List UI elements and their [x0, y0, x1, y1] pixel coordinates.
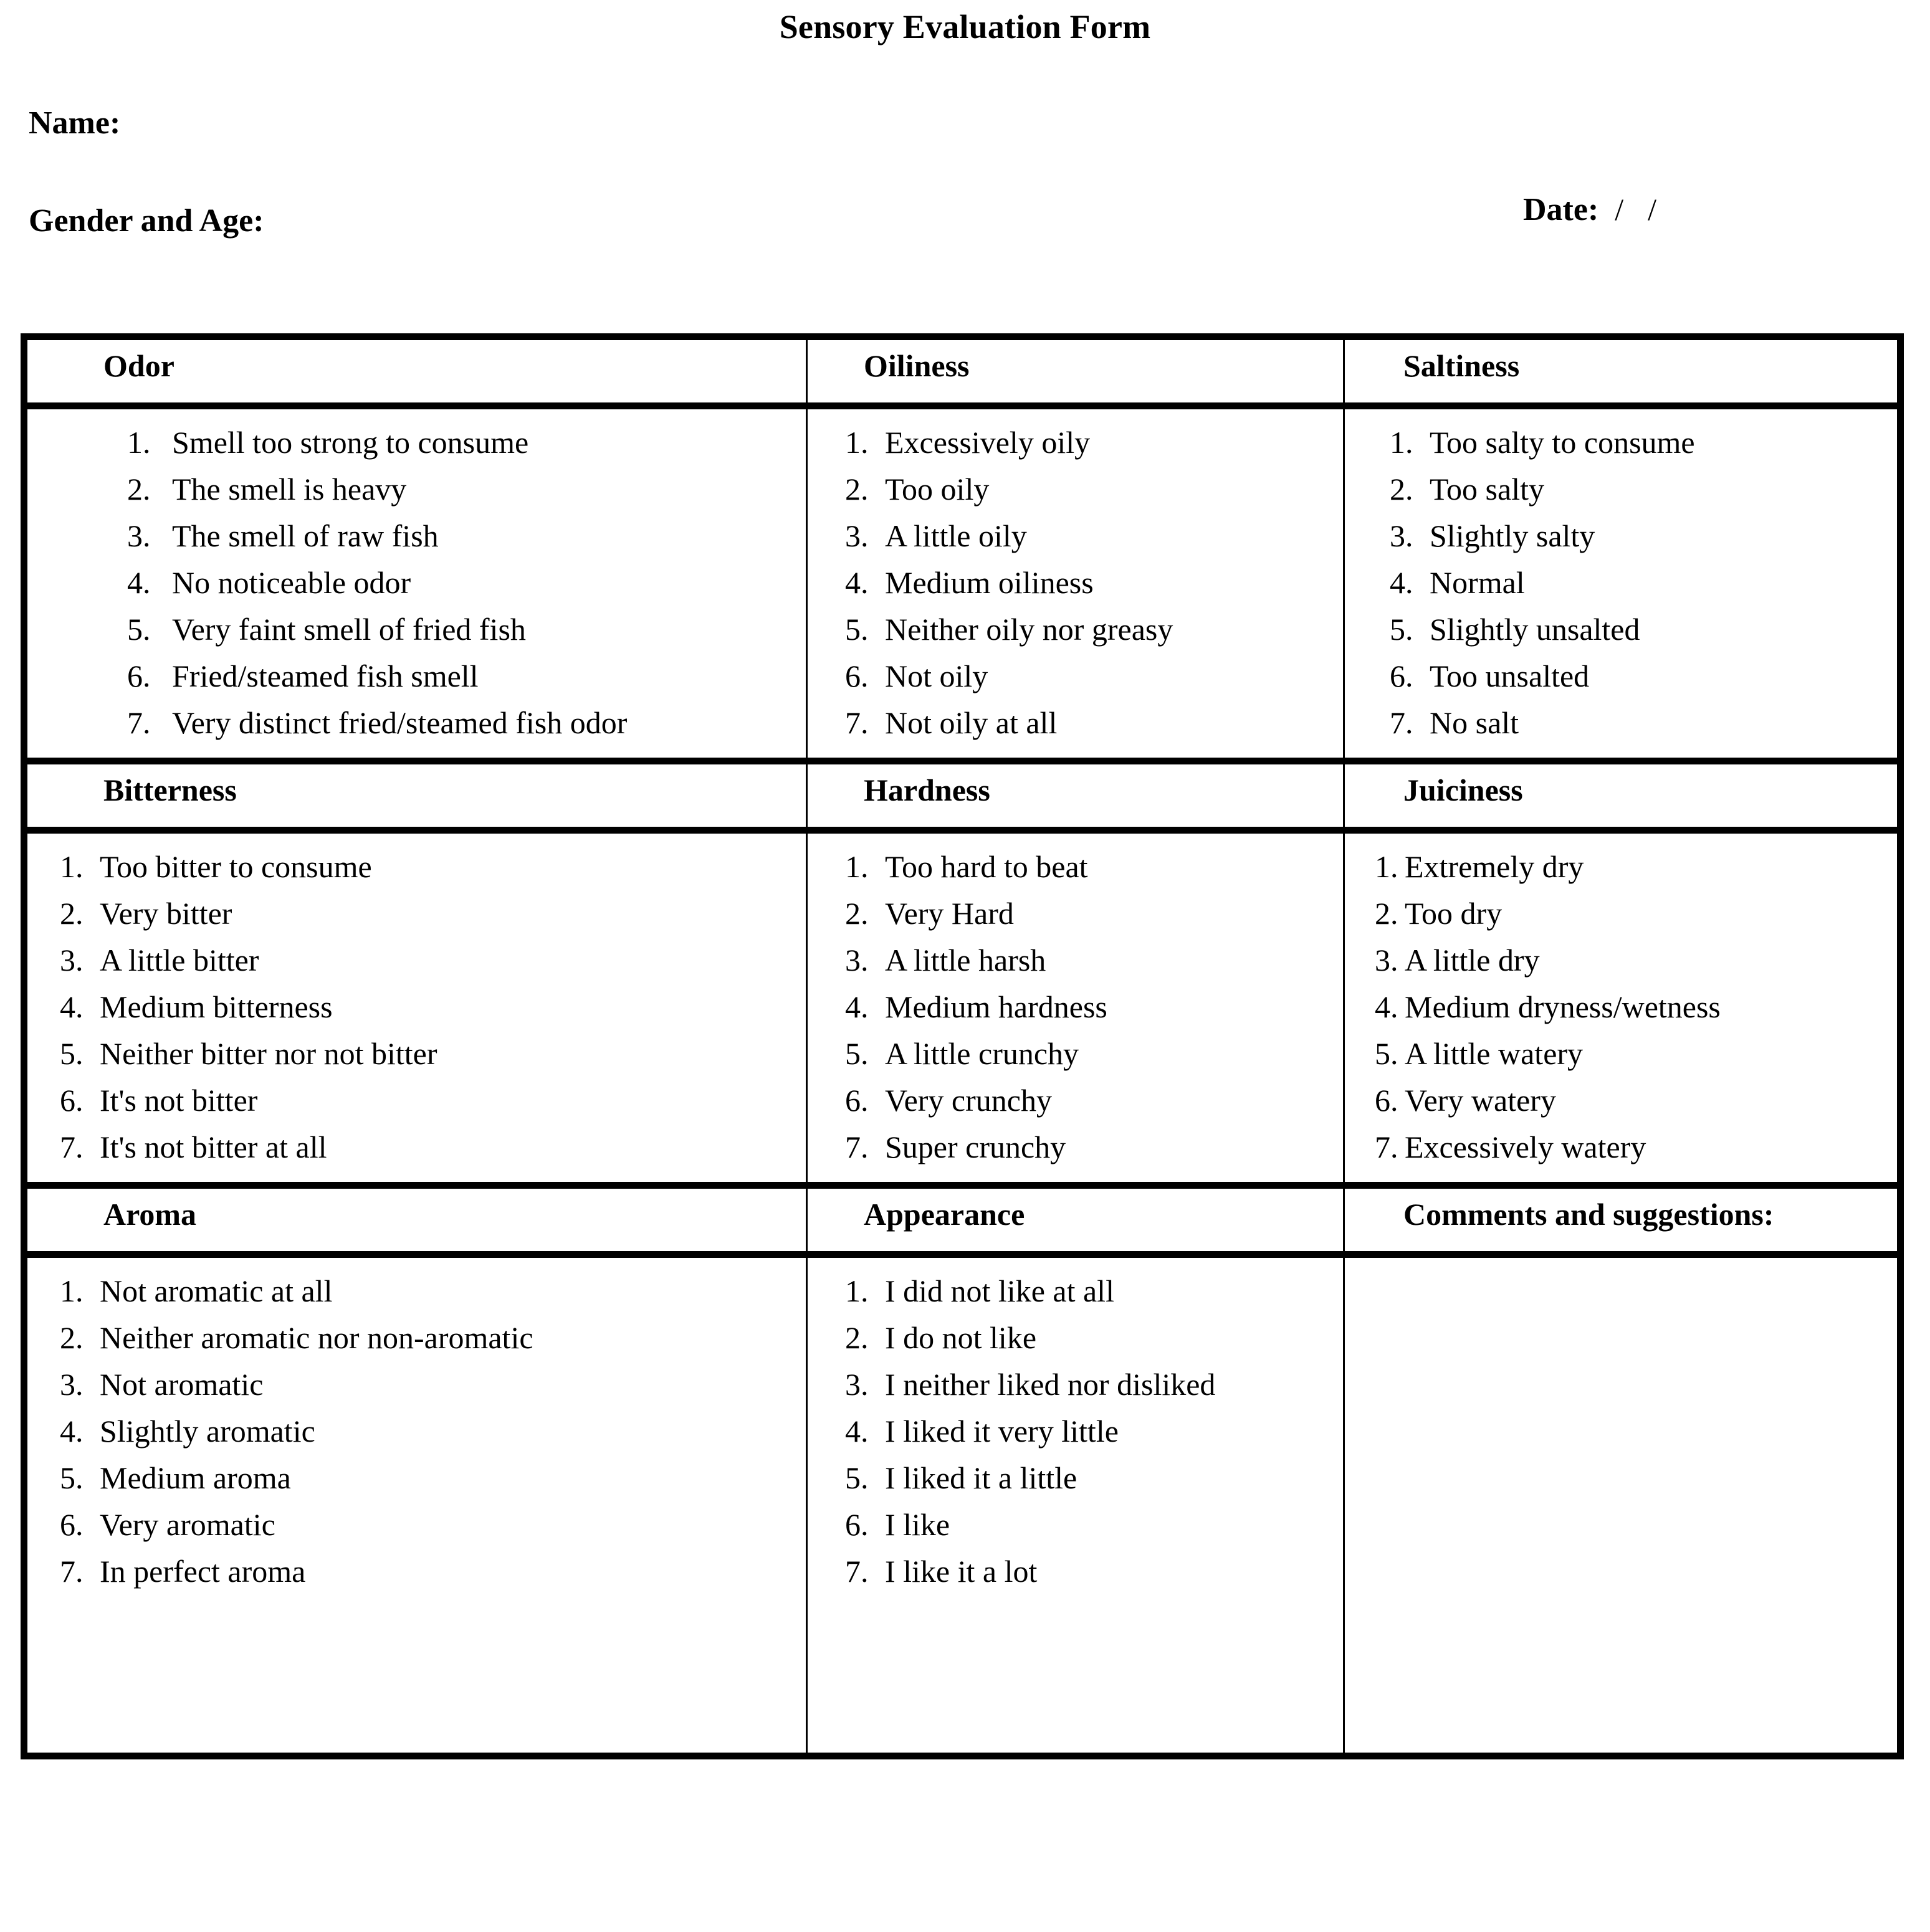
scale-option-item[interactable]: [127, 702, 806, 749]
scale-option-number: 5.: [127, 612, 151, 647]
scale-option-label: Too unsalted: [1430, 659, 1590, 693]
scale-option-number: 3.: [845, 518, 869, 553]
attribute-heading-cell: [808, 340, 1345, 402]
scale-option-number: 3.: [1390, 518, 1413, 553]
scale-option-item[interactable]: [60, 1551, 806, 1597]
scale-option-number: 6.: [845, 1507, 869, 1542]
scale-option-item[interactable]: [60, 1317, 806, 1364]
attribute-heading-cell: [1345, 340, 1897, 402]
scale-options-cell: [1345, 409, 1897, 758]
date-field: [1507, 155, 1656, 228]
scale-option-item[interactable]: [845, 1033, 1343, 1080]
scale-option-item[interactable]: [127, 609, 806, 655]
scale-option-label: Too salty to consume: [1430, 425, 1695, 460]
scale-options-cell: [808, 834, 1345, 1182]
scale-option-number: 4.: [60, 989, 84, 1024]
scale-option-item[interactable]: [60, 1504, 806, 1551]
scale-option-label: Slightly aromatic: [100, 1414, 315, 1449]
scale-option-number: 3.: [845, 943, 869, 978]
scale-option-label: Very Hard: [885, 896, 1014, 931]
scale-option-label: Slightly salty: [1430, 518, 1595, 553]
attribute-heading-cell: [1345, 1189, 1897, 1251]
scale-option-label: Excessively watery: [1405, 1130, 1646, 1164]
scale-option-number: 7.: [1375, 1130, 1398, 1164]
scale-option-label: Not oily at all: [885, 705, 1058, 740]
scale-option-item[interactable]: [60, 1270, 806, 1317]
scale-option-number: 4.: [845, 1414, 869, 1449]
scale-option-item[interactable]: [60, 940, 806, 986]
scale-option-item[interactable]: [845, 1457, 1343, 1504]
scale-option-label: I do not like: [885, 1320, 1037, 1355]
scale-option-label: Medium aroma: [100, 1460, 291, 1495]
scale-option-number: 7.: [127, 705, 151, 740]
attribute-heading-label: Odor: [103, 348, 174, 383]
scale-option-number: 5.: [1375, 1036, 1398, 1071]
scale-option-number: 2.: [127, 472, 151, 507]
scale-option-item[interactable]: [1375, 1126, 1897, 1173]
scale-option-item[interactable]: [127, 655, 806, 702]
scale-option-item[interactable]: [845, 846, 1343, 893]
scale-option-number: 3.: [1375, 943, 1398, 978]
scale-option-number: 5.: [845, 1460, 869, 1495]
scale-option-number: 4.: [845, 989, 869, 1024]
scale-option-label: A little oily: [885, 518, 1027, 553]
scale-option-item[interactable]: [845, 562, 1343, 609]
scale-option-label: Very faint smell of fried fish: [172, 612, 526, 647]
scale-option-item[interactable]: [1390, 702, 1897, 749]
scale-option-label: Too bitter to consume: [100, 849, 372, 884]
scale-option-label: No salt: [1430, 705, 1519, 740]
scale-option-item[interactable]: [1375, 893, 1897, 940]
comments-writing-space[interactable]: [1345, 1270, 1897, 1744]
scale-option-number: 2.: [1375, 896, 1398, 931]
scale-option-number: 5.: [845, 612, 869, 647]
scale-option-label: Medium hardness: [885, 989, 1107, 1024]
scale-option-item[interactable]: [1375, 1080, 1897, 1126]
scale-option-label: A little watery: [1405, 1036, 1584, 1071]
attribute-heading-label: Hardness: [864, 773, 990, 807]
scale-option-number: 7.: [60, 1130, 84, 1164]
attribute-heading-label: Bitterness: [103, 773, 237, 807]
scale-option-number: 5.: [60, 1036, 84, 1071]
scale-option-number: 7.: [845, 705, 869, 740]
scale-option-number: 1.: [845, 1273, 869, 1308]
scale-option-list: [808, 846, 1343, 1173]
scale-option-number: 2.: [60, 896, 84, 931]
attribute-heading-cell: [27, 340, 808, 402]
scale-option-item[interactable]: [60, 1126, 806, 1173]
scale-option-number: 4.: [845, 565, 869, 600]
scale-option-label: No noticeable odor: [172, 565, 411, 600]
scale-option-item[interactable]: [1390, 562, 1897, 609]
scale-option-number: 2.: [1390, 472, 1413, 507]
scale-option-label: The smell is heavy: [172, 472, 407, 507]
name-field-label: Name:: [29, 105, 121, 141]
scale-option-item[interactable]: [845, 1551, 1343, 1597]
comments-and-suggestions-area[interactable]: [1345, 1258, 1897, 1753]
scale-options-cell: [808, 409, 1345, 758]
scale-option-list: [808, 422, 1343, 749]
scale-option-label: I neither liked nor disliked: [885, 1367, 1216, 1402]
scale-option-label: Normal: [1430, 565, 1525, 600]
scale-option-number: 1.: [127, 425, 151, 460]
scale-option-label: Neither aromatic nor non-aromatic: [100, 1320, 533, 1355]
scale-option-list: [27, 846, 806, 1173]
scale-option-item[interactable]: [845, 1317, 1343, 1364]
attribute-heading-cell: [1345, 764, 1897, 827]
scale-option-item[interactable]: [845, 422, 1343, 469]
scale-option-list: [1345, 422, 1897, 749]
scale-option-number: 1.: [60, 849, 84, 884]
scale-option-label: I liked it very little: [885, 1414, 1119, 1449]
attribute-heading-label: Oiliness: [864, 348, 970, 383]
scale-option-number: 6.: [127, 659, 151, 693]
scale-option-number: 2.: [845, 896, 869, 931]
scale-option-number: 7.: [1390, 705, 1413, 740]
scale-option-list: [808, 1270, 1343, 1597]
scale-option-number: 3.: [60, 1367, 84, 1402]
scale-option-label: Too salty: [1430, 472, 1544, 507]
scale-option-label: Excessively oily: [885, 425, 1091, 460]
scale-option-number: 4.: [1375, 989, 1398, 1024]
table-items-row: [27, 409, 1897, 764]
scale-option-label: I like it a lot: [885, 1554, 1038, 1589]
scale-option-item[interactable]: [845, 655, 1343, 702]
scale-option-item[interactable]: [1390, 422, 1897, 469]
scale-option-item[interactable]: [127, 469, 806, 515]
scale-options-cell: [1345, 834, 1897, 1182]
scale-option-label: Too dry: [1405, 896, 1502, 931]
attribute-heading-label: Appearance: [864, 1197, 1025, 1232]
scale-option-number: 6.: [60, 1507, 84, 1542]
date-separator-2: /: [1648, 192, 1657, 227]
scale-option-item[interactable]: [60, 1033, 806, 1080]
attribute-heading-label: Saltiness: [1403, 348, 1520, 383]
attribute-heading-label: Aroma: [103, 1197, 197, 1232]
scale-option-label: Neither bitter nor not bitter: [100, 1036, 437, 1071]
date-separator-1: /: [1615, 192, 1624, 227]
scale-option-label: A little dry: [1405, 943, 1540, 978]
gender-age-field-label: Gender and Age:: [29, 203, 264, 239]
scale-option-number: 1.: [60, 1273, 84, 1308]
scale-option-number: 5.: [845, 1036, 869, 1071]
scale-option-item[interactable]: [60, 986, 806, 1033]
scale-option-label: Very crunchy: [885, 1083, 1052, 1118]
scale-option-item[interactable]: [1390, 469, 1897, 515]
scale-option-item[interactable]: [845, 702, 1343, 749]
scale-option-label: Slightly unsalted: [1430, 612, 1640, 647]
scale-option-label: Extremely dry: [1405, 849, 1584, 884]
scale-option-number: 1.: [1375, 849, 1398, 884]
scale-option-label: Fried/steamed fish smell: [172, 659, 479, 693]
scale-option-item[interactable]: [60, 846, 806, 893]
scale-option-label: Not aromatic at all: [100, 1273, 333, 1308]
scale-option-label: It's not bitter: [100, 1083, 258, 1118]
scale-option-label: Not aromatic: [100, 1367, 264, 1402]
scale-options-cell: [27, 1258, 808, 1753]
scale-option-number: 6.: [1375, 1083, 1398, 1118]
scale-option-number: 6.: [60, 1083, 84, 1118]
scale-option-number: 2.: [845, 1320, 869, 1355]
scale-option-item[interactable]: [845, 986, 1343, 1033]
scale-option-item[interactable]: [845, 1126, 1343, 1173]
scale-option-item[interactable]: [1390, 655, 1897, 702]
scale-option-item[interactable]: [845, 469, 1343, 515]
scale-options-cell: [808, 1258, 1345, 1753]
scale-option-number: 3.: [60, 943, 84, 978]
page-title: Sensory Evaluation Form: [779, 8, 1151, 45]
scale-option-item[interactable]: [1375, 846, 1897, 893]
scale-option-item[interactable]: [845, 1411, 1343, 1457]
scale-option-item[interactable]: [60, 893, 806, 940]
scale-option-number: 6.: [1390, 659, 1413, 693]
scale-option-label: I like: [885, 1507, 950, 1542]
scale-option-number: 2.: [845, 472, 869, 507]
scale-option-label: Medium bitterness: [100, 989, 333, 1024]
scale-option-number: 7.: [845, 1130, 869, 1164]
scale-option-label: Medium oiliness: [885, 565, 1094, 600]
scale-option-number: 5.: [60, 1460, 84, 1495]
scale-option-item[interactable]: [60, 1457, 806, 1504]
scale-option-item[interactable]: [1375, 1033, 1897, 1080]
scale-option-item[interactable]: [1375, 940, 1897, 986]
scale-option-number: 2.: [60, 1320, 84, 1355]
scale-option-number: 3.: [845, 1367, 869, 1402]
scale-option-item[interactable]: [1390, 515, 1897, 562]
scale-option-item[interactable]: [127, 562, 806, 609]
scale-option-number: 3.: [127, 518, 151, 553]
table-items-row: [27, 834, 1897, 1189]
scale-option-label: A little crunchy: [885, 1036, 1079, 1071]
scale-option-label: Not oily: [885, 659, 988, 693]
attribute-heading-cell: [27, 764, 808, 827]
scale-option-number: 7.: [60, 1554, 84, 1589]
scale-option-number: 6.: [845, 1083, 869, 1118]
scale-option-item[interactable]: [60, 1364, 806, 1411]
date-field-label: Date:: [1523, 192, 1599, 227]
table-heading-row: [27, 764, 1897, 834]
scale-options-cell: [27, 409, 808, 758]
scale-option-label: A little bitter: [100, 943, 259, 978]
scale-option-label: Smell too strong to consume: [172, 425, 529, 460]
scale-option-label: Neither oily nor greasy: [885, 612, 1173, 647]
scale-option-number: 4.: [127, 565, 151, 600]
scale-options-cell: [27, 834, 808, 1182]
scale-option-label: Very distinct fried/steamed fish odor: [172, 705, 628, 740]
scale-option-label: The smell of raw fish: [172, 518, 439, 553]
scale-option-label: Very aromatic: [100, 1507, 275, 1542]
scale-option-item[interactable]: [1375, 986, 1897, 1033]
scale-option-label: Very watery: [1405, 1083, 1556, 1118]
scale-option-number: 6.: [845, 659, 869, 693]
scale-option-label: Very bitter: [100, 896, 232, 931]
table-heading-row: [27, 340, 1897, 409]
scale-option-number: 5.: [1390, 612, 1413, 647]
attribute-heading-cell: [27, 1189, 808, 1251]
attribute-heading-label: Comments and suggestions:: [1403, 1197, 1774, 1232]
scale-option-label: A little harsh: [885, 943, 1046, 978]
scale-option-label: I did not like at all: [885, 1273, 1114, 1308]
attribute-heading-cell: [808, 764, 1345, 827]
sensory-evaluation-table: [21, 333, 1904, 1759]
scale-option-item[interactable]: [845, 940, 1343, 986]
scale-option-item[interactable]: [845, 1504, 1343, 1551]
scale-option-item[interactable]: [845, 1270, 1343, 1317]
scale-option-item[interactable]: [60, 1080, 806, 1126]
scale-option-item[interactable]: [127, 422, 806, 469]
scale-option-label: I liked it a little: [885, 1460, 1077, 1495]
table-heading-row: [27, 1189, 1897, 1258]
scale-option-list: [1345, 846, 1897, 1173]
scale-option-list: [27, 422, 806, 749]
attribute-heading-cell: [808, 1189, 1345, 1251]
scale-option-number: 7.: [845, 1554, 869, 1589]
scale-option-item[interactable]: [845, 893, 1343, 940]
scale-option-number: 1.: [845, 849, 869, 884]
scale-option-label: Medium dryness/wetness: [1405, 989, 1721, 1024]
scale-option-item[interactable]: [845, 609, 1343, 655]
table-items-row: [27, 1258, 1897, 1753]
scale-option-label: Too hard to beat: [885, 849, 1088, 884]
scale-option-label: Too oily: [885, 472, 990, 507]
scale-option-label: It's not bitter at all: [100, 1130, 327, 1164]
scale-option-item[interactable]: [845, 515, 1343, 562]
scale-option-item[interactable]: [60, 1411, 806, 1457]
scale-option-list: [27, 1270, 806, 1597]
attribute-heading-label: Juiciness: [1403, 773, 1523, 807]
scale-option-item[interactable]: [1390, 609, 1897, 655]
scale-option-number: 4.: [1390, 565, 1413, 600]
scale-option-number: 4.: [60, 1414, 84, 1449]
scale-option-item[interactable]: [127, 515, 806, 562]
scale-option-item[interactable]: [845, 1080, 1343, 1126]
scale-option-label: In perfect aroma: [100, 1554, 306, 1589]
scale-option-label: Super crunchy: [885, 1130, 1066, 1164]
scale-option-number: 1.: [845, 425, 869, 460]
scale-option-item[interactable]: [845, 1364, 1343, 1411]
scale-option-number: 1.: [1390, 425, 1413, 460]
